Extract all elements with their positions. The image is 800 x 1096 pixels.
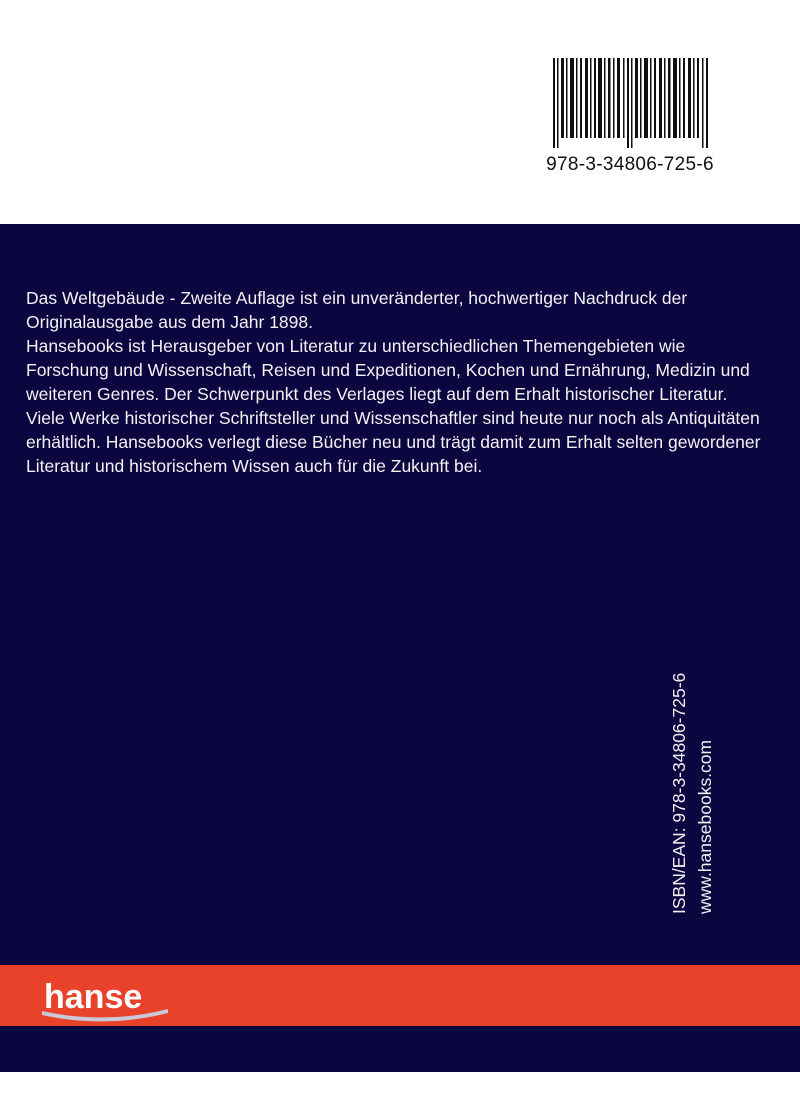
isbn-line: ISBN/EAN: 978-3-34806-725-6	[669, 672, 689, 914]
logo-text: hanse	[44, 978, 143, 1016]
vertical-info	[666, 664, 726, 914]
bottom-white-edge	[0, 1072, 800, 1096]
description-paragraph-1: Das Weltgebäude - Zweite Auflage ist ein unveränderter, hochwertiger Nachdruck der Originalausgabe aus dem Jahr 1898.	[26, 288, 688, 332]
description-paragraph-2: Hansebooks ist Herausgeber von Literatur zu unterschiedlichen Themengebieten wie Forschung und Wissenschaft, Reisen und Expeditionen, Kochen und Ernährung, Medizin und weiteren Genres. Der Schwerpunkt des Verlages liegt auf dem Erhalt historischer Literatur. Viele Werke historischer Schriftsteller und Wissenschaftler sind heute nur noch als Antiquitäten erhältlich. Hansebooks verlegt diese Bücher neu und trägt damit zum Erhalt selten gewordener Literatur und historischem Wissen auch für die Zukunft bei.	[26, 336, 761, 476]
top-white-area	[0, 0, 800, 224]
barcode-box	[535, 50, 725, 190]
barcode-number: 978-3-34806-725-6	[546, 154, 714, 175]
bottom-band	[0, 1026, 800, 1072]
vertical-info-text	[666, 664, 718, 914]
website-line: www.hansebooks.com	[695, 739, 715, 914]
logo-band	[0, 965, 800, 1026]
barcode-icon	[553, 58, 708, 148]
description-text	[26, 286, 766, 478]
back-cover-panel	[0, 224, 800, 965]
hanse-logo-icon	[40, 971, 170, 1023]
